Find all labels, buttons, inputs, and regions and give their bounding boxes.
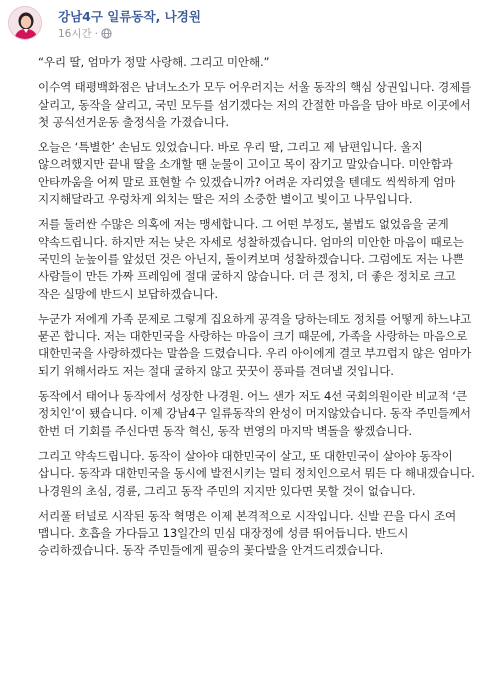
post-paragraph: “우리 딸, 엄마가 정말 사랑해. 그리고 미안해.”: [38, 55, 270, 69]
post-paragraph: 저를 둘러싼 수많은 의혹에 저는 맹세합니다. 그 어떤 부정도, 불법도 없었음을 굳게 약속드립니다. 하지만 저는 낮은 자세로 성찰하겠습니다. 엄마의 미안한 마음이 때로는 국민의 눈높이를 앞섰던 것은 아닌지, 돌이켜보며 성찰하겠습니다. 그럼에도 저는 나쁜 사람들이 만든 가짜 프레임에 절대 굴하지 않습니다. 더 큰 정치, 더 좋은 정치로 크고 작은 실망에 반드시 보답하겠습니다.: [38, 217, 464, 301]
post-paragraph: 서리풀 터널로 시작된 동작 혁명은 이제 본격적으로 시작입니다. 신발 끈을 다시 조여 맵니다. 호흡을 가다듬고 13일간의 민심 대장정에 성큼 뛰어듭니다. 반드시 승리하겠습니다. 동작 주민들에게 필승의 꽃다발을 안겨드리겠습니다.: [38, 508, 457, 558]
profile-avatar[interactable]: [8, 6, 42, 40]
post-body: [38, 54, 481, 560]
avatar-portrait-icon: [9, 7, 42, 40]
post-paragraph: 누군가 저에게 가족 문제로 그렇게 집요하게 공격을 당하는데도 정치를 어떻게 하느냐고 묻곤 합니다. 저는 대한민국을 사랑하는 마음이 크기 때문에, 가족을 사랑하는 마음으로 대한민국을 사랑하겠다는 말씀을 드렸습니다. 우리 아이에게 결코 부끄럽지 않은 엄마가 되기 위해서라도 저는 절대 굴하지 않고 꿋꿋이 풍파를 견뎌낼 것입니다.: [38, 311, 472, 378]
post-author-name[interactable]: 강남4구 일류동작, 나경원: [58, 9, 201, 24]
post-header: [38, 0, 481, 44]
post-timestamp[interactable]: 16시간: [58, 28, 92, 40]
post-paragraph: 이수역 태평백화점은 남녀노소가 모두 어우러지는 서울 동작의 핵심 상권입니다. 경제를 살리고, 동작을 살리고, 국민 모두를 섬기겠다는 저의 간절한 마음을 담아 바로 이곳에서 첫 공식선거운동 출정식을 가졌습니다.: [38, 80, 472, 129]
post-meta: [58, 26, 112, 41]
meta-separator: ·: [94, 27, 98, 40]
post-paragraph: 동작에서 태어나 동작에서 성장한 나경원. 어느 샌가 저도 4선 국회의원이란 비교적 ‘큰 정치인’이 됐습니다. 이제 강남4구 일류동작의 완성이 머지않았습니다. 동작 주민들께서 한번 더 기회를 주신다면 동작 혁신, 동작 번영의 마지막 벽돌을 쌓겠습니다.: [38, 389, 471, 438]
post-paragraph: 그리고 약속드립니다. 동작이 살아야 대한민국이 살고, 또 대한민국이 살아야 동작이 삽니다. 동작과 대한민국을 동시에 발전시키는 멀티 정치인으로서 뭐든 다 해내겠습니다. 나경원의 초심, 경륜, 그리고 동작 주민의 지지만 있다면 못할 것이 없습니다.: [38, 448, 475, 498]
globe-icon[interactable]: [101, 28, 112, 39]
post-paragraph: 오늘은 ‘특별한’ 손님도 있었습니다. 바로 우리 딸, 그리고 제 남편입니다. 울지 않으려했지만 끝내 딸을 소개할 땐 눈물이 고이고 목이 잠기고 말았습니다. 미안함과 안타까움을 어찌 말로 표현할 수 있겠습니까? 어려운 자리였을 텐데도 씩씩하게 엄마 지지해달라고 우렁차게 외치는 딸은 저의 소중한 별이고 빛이고 나무입니다.: [38, 140, 456, 207]
